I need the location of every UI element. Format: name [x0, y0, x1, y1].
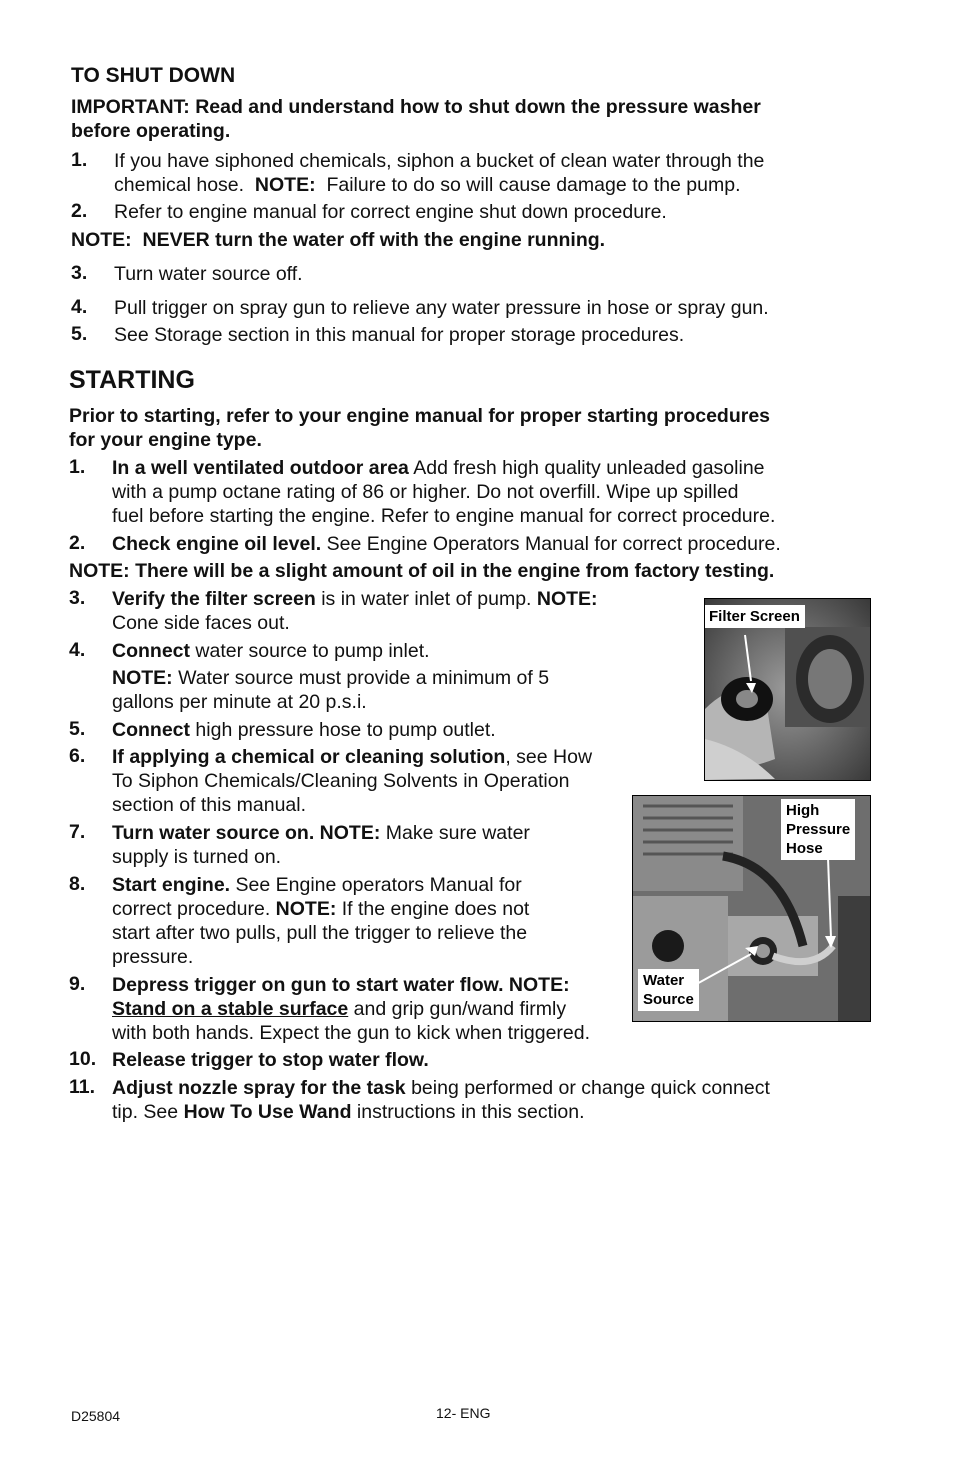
starting-step-3-line-1: Verify the filter screen is in water inlet of pump. NOTE: [112, 588, 598, 610]
starting-step-7-line-2: supply is turned on. [112, 846, 282, 868]
important-line-1: IMPORTANT: Read and understand how to shut down the pressure washer [71, 96, 761, 118]
starting-step-4-line-1: Connect water source to pump inlet. [112, 640, 430, 662]
starting-step-9-line-1: Depress trigger on gun to start water flow. NOTE: [112, 974, 570, 996]
step-number: 11. [69, 1076, 96, 1098]
step-number: 1. [71, 149, 88, 171]
starting-step-9-line-2: Stand on a stable surface and grip gun/wand firmly [112, 998, 567, 1020]
starting-step-8-line-3: start after two pulls, pull the trigger to relieve the [112, 922, 528, 944]
document-code: D25804 [71, 1408, 121, 1424]
starting-step-10: Release trigger to stop water flow. [112, 1049, 429, 1071]
page-number: 12- ENG [436, 1405, 491, 1421]
important-line-2: before operating. [71, 120, 231, 142]
filter-screen-photo [704, 598, 871, 781]
starting-step-11-line-2: tip. See How To Use Wand instructions in this section. [112, 1101, 585, 1123]
starting-step-8-line-4: pressure. [112, 946, 194, 968]
water-source-label: Water Source [638, 969, 699, 1011]
starting-intro-line-2: for your engine type. [69, 429, 262, 451]
starting-oil-note: NOTE: There will be a slight amount of oil in the engine from factory testing. [69, 560, 775, 582]
step-number: 3. [71, 262, 88, 284]
starting-step-4-line-3: gallons per minute at 20 p.s.i. [112, 691, 367, 713]
starting-intro-line-1: Prior to starting, refer to your engine manual for proper starting procedures [69, 405, 771, 427]
shutdown-note: NOTE: NEVER turn the water off with the engine running. [71, 229, 606, 251]
shutdown-step-5: See Storage section in this manual for proper storage procedures. [114, 324, 685, 346]
starting-step-6-line-3: section of this manual. [112, 794, 307, 816]
shutdown-step-1-line-1: If you have siphoned chemicals, siphon a bucket of clean water through the [114, 150, 765, 172]
starting-step-8-line-2: correct procedure. NOTE: If the engine does not [112, 898, 530, 920]
starting-step-2: Check engine oil level. See Engine Operators Manual for correct procedure. [112, 533, 781, 555]
shutdown-step-3: Turn water source off. [114, 263, 303, 285]
starting-step-11-line-1: Adjust nozzle spray for the task being performed or change quick connect [112, 1077, 770, 1099]
starting-step-6-line-1: If applying a chemical or cleaning solution, see How [112, 746, 593, 768]
starting-step-8-line-1: Start engine. See Engine operators Manual for [112, 874, 522, 896]
high-pressure-hose-label: High Pressure Hose [781, 799, 855, 860]
starting-step-9-line-3: with both hands. Expect the gun to kick when triggered. [112, 1022, 591, 1044]
step-number: 5. [69, 718, 86, 740]
shutdown-step-2: Refer to engine manual for correct engine shut down procedure. [114, 201, 667, 223]
step-number: 4. [71, 296, 88, 318]
starting-step-4-line-2: NOTE: Water source must provide a minimum of 5 [112, 667, 550, 689]
step-number: 2. [71, 200, 88, 222]
section-heading-starting: STARTING [69, 366, 195, 394]
starting-step-6-line-2: To Siphon Chemicals/Cleaning Solvents in Operation [112, 770, 570, 792]
starting-step-3-line-2: Cone side faces out. [112, 612, 290, 634]
step-number: 7. [69, 821, 86, 843]
shutdown-step-1-line-2: chemical hose. NOTE: Failure to do so will cause damage to the pump. [114, 174, 741, 196]
starting-step-7-line-1: Turn water source on. NOTE: Make sure water [112, 822, 530, 844]
hose-connection-photo [632, 795, 871, 1022]
step-number: 5. [71, 323, 88, 345]
step-number: 8. [69, 873, 86, 895]
starting-step-1-line-3: fuel before starting the engine. Refer to engine manual for correct procedure. [112, 505, 776, 527]
step-number: 3. [69, 587, 86, 609]
step-number: 2. [69, 532, 86, 554]
step-number: 4. [69, 639, 86, 661]
starting-step-1-line-2: with a pump octane rating of 86 or higher. Do not overfill. Wipe up spilled [112, 481, 739, 503]
step-number: 1. [69, 456, 86, 478]
starting-step-5: Connect high pressure hose to pump outlet. [112, 719, 496, 741]
shutdown-step-4: Pull trigger on spray gun to relieve any water pressure in hose or spray gun. [114, 297, 769, 319]
step-number: 6. [69, 745, 86, 767]
filter-screen-label: Filter Screen [704, 605, 805, 628]
starting-step-1-line-1: In a well ventilated outdoor area Add fresh high quality unleaded gasoline [112, 457, 765, 479]
step-number: 10. [69, 1048, 97, 1070]
step-number: 9. [69, 973, 86, 995]
section-heading-shutdown: TO SHUT DOWN [71, 64, 236, 87]
